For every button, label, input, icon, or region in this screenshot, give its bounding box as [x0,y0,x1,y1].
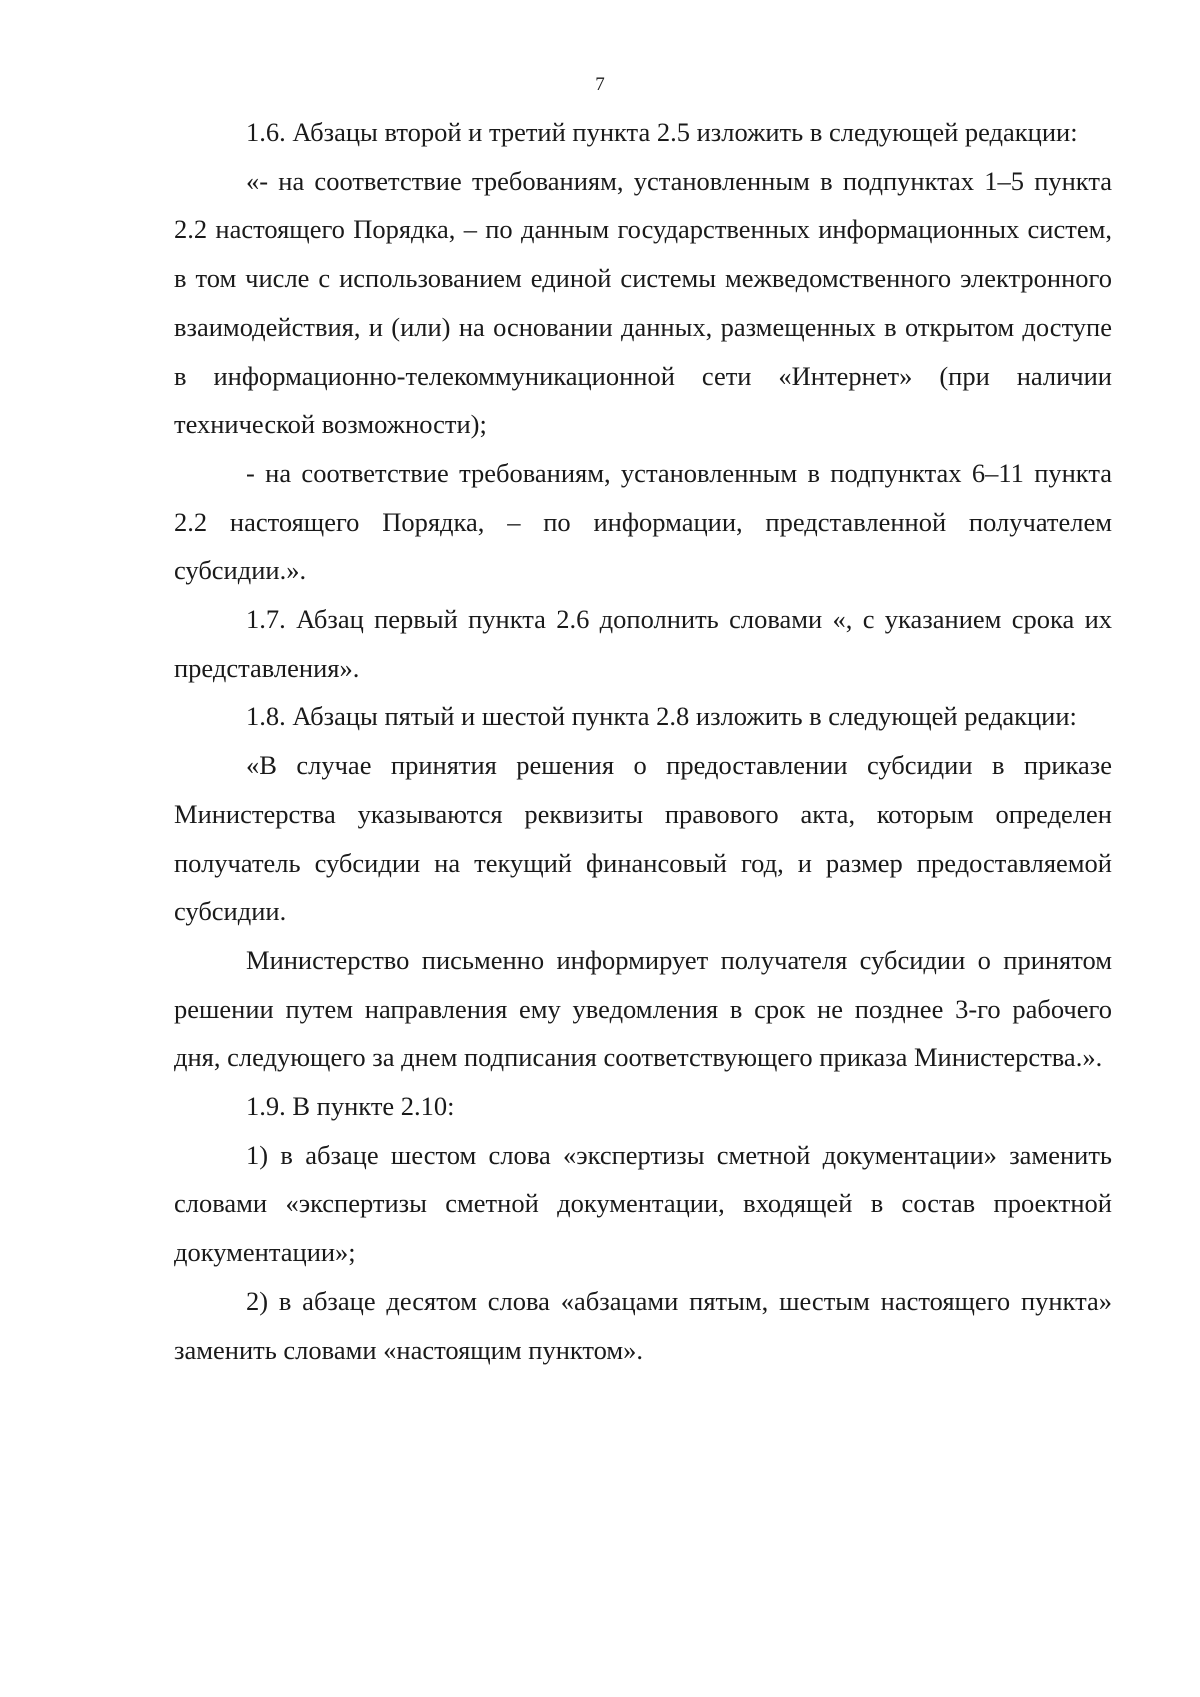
paragraph-quote-subitems-1-5: «- на соответствие требованиям, установленным в подпунктах 1–5 пункта 2.2 настоящего Порядка, – по данным государственных информационных систем, в том числе с использованием единой системы межведомственного электронного взаимодействия, и (или) на основании данных, размещенных в открытом доступе в информационно-телекоммуникационной сети «Интернет» (при наличии технической возможности); [174,165,1112,440]
document-body [174,108,1112,1374]
paragraph-item-2: 2) в абзаце десятом слова «абзацами пятым, шестым настоящего пункта» заменить словами «настоящим пунктом». [174,1285,1112,1365]
page-number: 7 [595,74,605,95]
paragraph-1-8: 1.8. Абзацы пятый и шестой пункта 2.8 изложить в следующей редакции: [246,701,1077,732]
paragraph-quote-decision: «В случае принятия решения о предоставлении субсидии в приказе Министерства указываются реквизиты правового акта, которым определен получатель субсидии на текущий финансовый год, и размер предоставляемой субсидии. [174,750,1112,927]
paragraph-item-1: 1) в абзаце шестом слова «экспертизы сметной документации» заменить словами «экспертизы сметной документации, входящей в состав проектной документации»; [174,1139,1112,1268]
paragraph-1-6: 1.6. Абзацы второй и третий пункта 2.5 изложить в следующей редакции: [246,117,1078,147]
paragraph-ministry-informs: Министерство письменно информирует получателя субсидии о принятом решении путем направления ему уведомления в срок не позднее 3-го рабочего дня, следующего за днем подписания соответствующего приказа Министерства.». [174,944,1112,1073]
paragraph-1-7: 1.7. Абзац первый пункта 2.6 дополнить словами «, с указанием срока их представления». [174,604,1112,683]
paragraph-1-9: 1.9. В пункте 2.10: [246,1091,455,1122]
paragraph-subitems-6-11: - на соответствие требованиям, установленным в подпунктах 6–11 пункта 2.2 настоящего Порядка, – по информации, представленной получателем субсидии.». [174,457,1112,586]
